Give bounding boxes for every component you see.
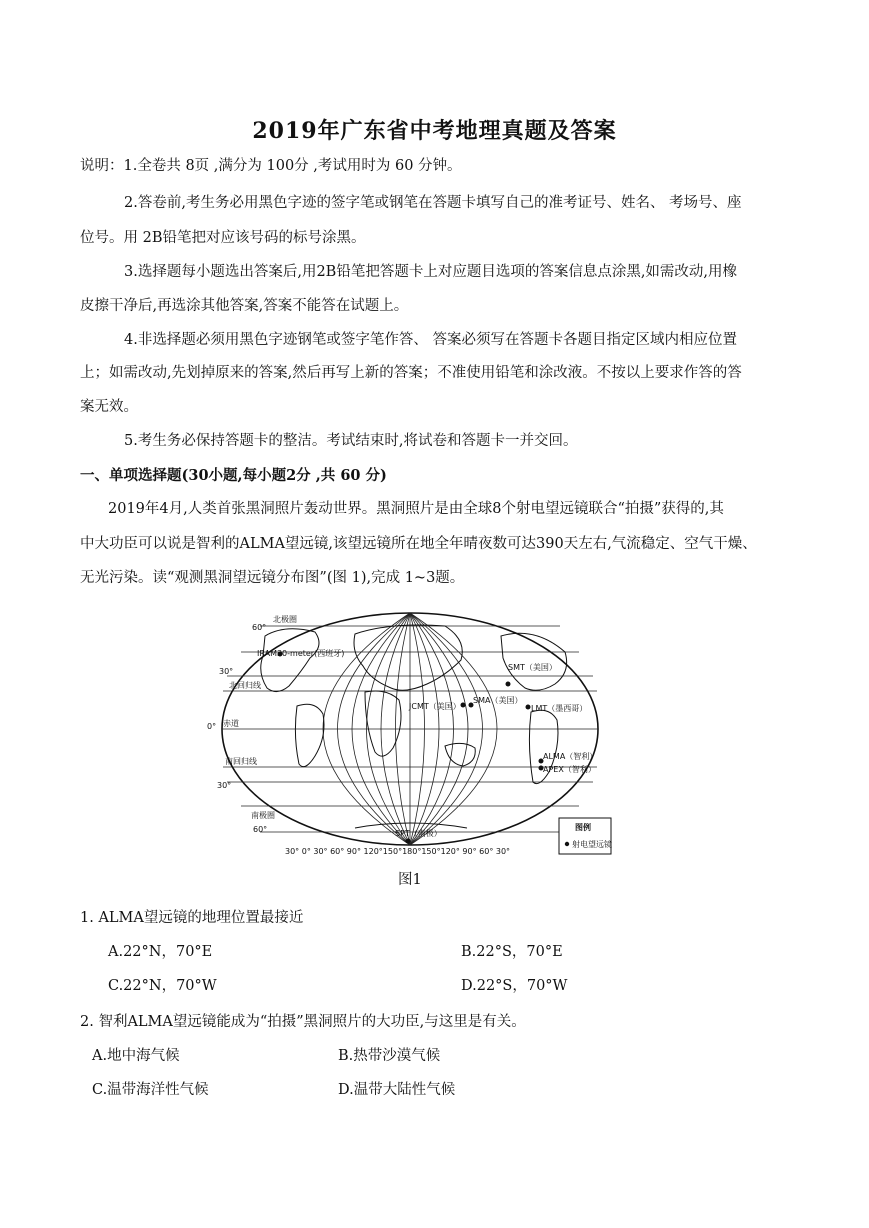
question-2-option-a: A.地中海气候 — [92, 1048, 180, 1064]
question-1-option-b: B.22°S，70°E — [461, 944, 563, 960]
sma-label: SMA（美国） — [473, 696, 523, 705]
instruction-2: 2.答卷前,考生务必用黑色字迹的签字笔或钢笔在答题卡填写自己的准考证号、姓名、 考场号、座 — [124, 195, 742, 211]
arctic-circle-label: 北极圈 — [273, 615, 297, 624]
world-map — [205, 596, 615, 866]
telescope-map-figure — [205, 596, 615, 866]
question-2-option-d: D.温带大陆性气候 — [338, 1082, 456, 1098]
lat-30n-label: 30° — [219, 667, 234, 676]
instruction-1: 说明：1.全卷共 8页 ,满分为 100分 ,考试用时为 60 分钟。 — [80, 158, 462, 174]
antarctic-circle-label: 南极圈 — [251, 811, 275, 820]
question-1-stem: 1. ALMA望远镜的地理位置最接近 — [80, 910, 304, 926]
instruction-4-end: 案无效。 — [80, 399, 138, 415]
smt-label: SMT（美国） — [508, 663, 557, 672]
longitude-tick-labels: 30° 0° 30° 60° 90° 120°150°180°150°120° 90° 60° 30° — [285, 847, 511, 856]
question-2-option-c: C.温带海洋性气候 — [92, 1082, 209, 1098]
equator-label: 赤道 — [223, 719, 239, 728]
section-heading: 一、单项选择题(30小题,每小题2分 ,共 60 分) — [80, 467, 387, 484]
page-title: 2019年广东省中考地理真题及答案 — [252, 118, 617, 144]
instruction-3-cont: 皮擦干净后,再选涂其他答案,答案不能答在试题上。 — [80, 298, 409, 314]
lmt-label: LMT（墨西哥） — [531, 704, 588, 713]
passage-line-3: 无光污染。读“观测黑洞望远镜分布图”(图 1),完成 1~3题。 — [80, 570, 465, 586]
lat-30s-label: 30° — [217, 781, 232, 790]
legend-telescope-dot — [565, 842, 569, 846]
telescope-smt-dot — [506, 682, 511, 687]
map-legend — [559, 818, 612, 854]
telescope-lmt-dot — [526, 705, 531, 710]
jcmt-label: JCMT（美国） — [409, 702, 461, 711]
spt-label: SPT（南极） — [395, 829, 442, 838]
instruction-3: 3.选择题每小题选出答案后,用2B铅笔把答题卡上对应题目选项的答案信息点涂黑,如需改动,用橡 — [124, 264, 738, 280]
lat-60s-label: 60° — [253, 825, 268, 834]
legend-title: 图例 — [575, 823, 591, 832]
alma-label: ALMA（智利） — [543, 752, 598, 761]
instruction-4: 4.非选择题必须用黑色字迹钢笔或签字笔作答、 答案必须写在答题卡各题目指定区域内相应位置 — [124, 332, 737, 348]
question-2-stem: 2. 智利ALMA望远镜能成为“拍摄”黑洞照片的大功臣,与这里是有关。 — [80, 1014, 526, 1030]
telescope-jcmt-dot — [461, 703, 466, 708]
passage-line-2: 中大功臣可以说是智利的ALMA望远镜,该望远镜所在地全年晴夜数可达390天左右,气流稳定、空气干燥、 — [80, 536, 757, 552]
question-1-option-a: A.22°N，70°E — [108, 944, 213, 960]
figure-caption: 图1 — [398, 872, 422, 888]
question-1-option-c: C.22°N，70°W — [108, 978, 217, 994]
legend-item-label: 射电望远镜 — [572, 840, 612, 849]
instruction-5: 5.考生务必保持答题卡的整洁。考试结束时,将试卷和答题卡一并交回。 — [124, 433, 578, 449]
equator-degree-label: 0° — [207, 722, 217, 731]
telescope-spt-dot — [406, 839, 411, 844]
passage-line-1: 2019年4月,人类首张黑洞照片轰动世界。黑洞照片是由全球8个射电望远镜联合“拍摄”获得的,其 — [108, 501, 724, 517]
question-2-option-b: B.热带沙漠气候 — [338, 1048, 441, 1064]
lat-60n-label: 60° — [252, 623, 267, 632]
iram-label: IRAM30-meter(西班牙) — [257, 649, 345, 658]
instruction-4-cont: 上；如需改动,先划掉原来的答案,然后再写上新的答案；不准使用铅笔和涂改液。不按以上要求作答的答 — [80, 365, 742, 381]
question-1-option-d: D.22°S，70°W — [461, 978, 568, 994]
apex-label: APEX（智利） — [543, 765, 596, 774]
tropic-capricorn-label: 南回归线 — [225, 757, 257, 766]
tropic-cancer-label: 北回归线 — [229, 681, 261, 690]
instruction-2-cont: 位号。用 2B铅笔把对应该号码的标号涂黑。 — [80, 230, 366, 246]
